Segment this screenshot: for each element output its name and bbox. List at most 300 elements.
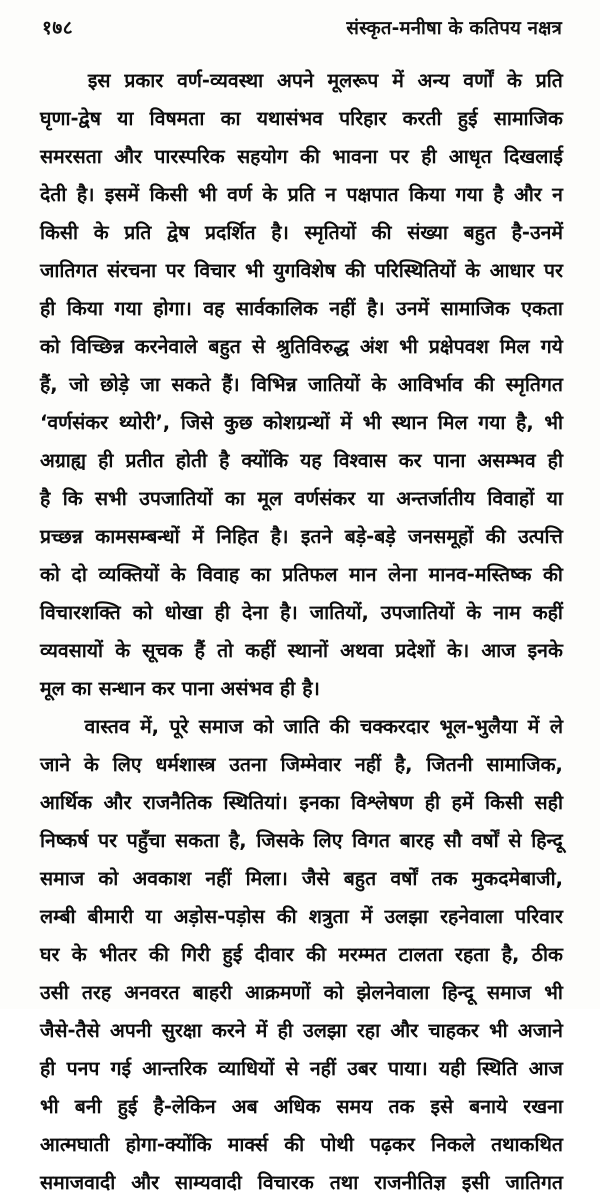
word: करती xyxy=(402,107,442,130)
word: अब xyxy=(231,1095,258,1118)
page-number: १७८ xyxy=(42,17,74,39)
word: के xyxy=(93,221,109,244)
word: या xyxy=(145,905,162,928)
word: अन्य xyxy=(417,69,450,92)
word: विचार xyxy=(194,259,236,282)
word: निष्कर्ष xyxy=(40,829,89,852)
word: पर xyxy=(98,829,118,852)
word: विषमता xyxy=(149,107,205,130)
word: अड़ोस-पड़ोस xyxy=(173,905,265,928)
word: नहीं xyxy=(205,867,232,890)
word: सन्धान xyxy=(98,677,145,700)
word: जा xyxy=(140,373,160,396)
word: किसी xyxy=(40,221,79,244)
word: किसी xyxy=(149,183,188,206)
word: बहुत xyxy=(343,867,377,890)
word: वह xyxy=(203,297,225,320)
word: भावना xyxy=(332,145,378,168)
word: विचारक xyxy=(257,1171,314,1194)
word: ही xyxy=(40,1057,56,1080)
word: विभिन्न xyxy=(251,373,297,396)
word: उसी xyxy=(40,981,69,1004)
word: कर xyxy=(398,449,422,472)
word: के xyxy=(170,563,186,586)
word: सभी xyxy=(95,487,127,510)
text-line xyxy=(40,1164,563,1202)
word: गया xyxy=(478,411,506,434)
word: जिसे xyxy=(180,411,214,434)
text-line xyxy=(40,1126,563,1164)
word: इनके xyxy=(527,639,563,662)
word: बनी xyxy=(74,1095,102,1118)
word: परिस्थितियों xyxy=(374,259,456,282)
word: तथा xyxy=(329,1171,359,1194)
word: सामाजिक, xyxy=(486,753,563,776)
word: और xyxy=(513,183,542,206)
word: के xyxy=(115,639,131,662)
word: ही xyxy=(547,449,563,472)
text-line xyxy=(40,746,563,784)
word: जिम्मेवार xyxy=(280,753,342,776)
word: उपजातियों xyxy=(380,601,455,624)
word: होती xyxy=(175,449,208,472)
word: हिन्दू xyxy=(442,981,474,1004)
text-line xyxy=(40,176,563,214)
word: मिल xyxy=(437,411,468,434)
word: की xyxy=(148,943,169,966)
word: आधृत xyxy=(448,145,492,168)
word: पक्षपात xyxy=(346,183,399,206)
word: अधिक xyxy=(273,1095,321,1118)
word: प्रदेशों xyxy=(395,639,435,662)
text-line xyxy=(40,670,563,708)
word: धर्मशास्त्र xyxy=(155,753,216,776)
word: संरचना xyxy=(107,259,157,282)
word: में xyxy=(340,411,352,434)
word: रहता xyxy=(455,943,490,966)
word: कि xyxy=(62,487,83,510)
word: की xyxy=(276,905,297,928)
word: उलझा xyxy=(303,1019,347,1042)
word: साम्यवादी xyxy=(175,1171,242,1194)
word: भी xyxy=(362,411,382,434)
word: है। xyxy=(366,297,385,320)
word: सुरक्षा xyxy=(161,1019,202,1042)
text-line xyxy=(40,936,563,974)
word: विवाह xyxy=(197,563,240,586)
word: सार्वकालिक xyxy=(235,297,318,320)
text-line xyxy=(40,252,563,290)
word: में xyxy=(192,525,204,548)
text-line xyxy=(40,1088,563,1126)
word: सकता xyxy=(175,829,220,852)
word: इस xyxy=(87,69,111,92)
word: ही xyxy=(98,449,114,472)
word: आविर्भाव xyxy=(397,373,463,396)
word: जनसमूहों xyxy=(408,525,474,548)
word: अवकाश xyxy=(132,867,192,890)
word: को xyxy=(323,981,344,1004)
word: नाम xyxy=(493,601,521,624)
word: इसमें xyxy=(104,183,140,206)
word: की xyxy=(284,1133,305,1156)
word: बहुत xyxy=(463,221,496,244)
word: ही xyxy=(40,297,56,320)
word: के xyxy=(71,943,87,966)
word: के। xyxy=(446,639,470,662)
word: सहयोग xyxy=(237,145,288,168)
word: हैं। xyxy=(222,373,240,396)
word: वर्ण xyxy=(227,183,252,206)
word: गया xyxy=(114,297,142,320)
word: अपने xyxy=(277,69,314,92)
word: पारस्परिक xyxy=(154,145,225,168)
word: स्थानों xyxy=(287,639,328,662)
word: दीवार xyxy=(254,943,294,966)
word: को xyxy=(40,335,60,358)
text-line xyxy=(40,860,563,898)
word: दो xyxy=(71,563,87,586)
word: कामसम्बन्धों xyxy=(95,525,180,548)
word: से xyxy=(285,1057,299,1080)
word: हैं, xyxy=(40,373,58,396)
word: पाना xyxy=(433,449,466,472)
word: वर्णसंकर xyxy=(294,487,356,510)
word: सामाजिक xyxy=(493,107,563,130)
word: और xyxy=(103,791,132,814)
paragraph xyxy=(40,708,563,1202)
word: का xyxy=(71,677,92,700)
text-line xyxy=(40,366,563,404)
word: है, xyxy=(516,411,534,434)
word: श्रुतिविरुद्ध xyxy=(276,335,349,358)
word: समय xyxy=(336,1095,373,1118)
word: जातियों, xyxy=(309,601,369,624)
word: धोखा xyxy=(164,601,203,624)
word: यथासंभव xyxy=(256,107,323,130)
word: में, xyxy=(140,715,160,738)
word: जितनी xyxy=(426,753,473,776)
word: घृणा-द्वेष xyxy=(40,107,101,130)
word: गई xyxy=(110,1057,132,1080)
word: सूचक xyxy=(142,639,183,662)
word: है xyxy=(40,487,51,510)
word: स्थितियां। xyxy=(223,791,288,814)
word: असम्भव xyxy=(477,449,536,472)
word: की xyxy=(474,373,495,396)
word: के xyxy=(465,259,481,282)
word: की xyxy=(371,221,392,244)
word: होगा-क्योंकि xyxy=(125,1133,212,1156)
word: समाज xyxy=(40,867,85,890)
word: कुछ xyxy=(223,411,253,434)
word: वास्तव xyxy=(84,715,130,738)
word: अजाने xyxy=(517,1019,563,1042)
word: को xyxy=(253,715,274,738)
word: कर xyxy=(151,677,175,700)
word: लेना xyxy=(388,563,418,586)
word: जिसके xyxy=(256,829,304,852)
word: मिला। xyxy=(245,867,288,890)
text-line xyxy=(40,1012,563,1050)
word: प्रति xyxy=(287,183,315,206)
word: तथाकथित xyxy=(491,1133,563,1156)
word: सौ xyxy=(443,829,462,852)
word: जैसे xyxy=(302,867,330,890)
word: कहीं xyxy=(245,639,276,662)
text-line xyxy=(40,480,563,518)
word: उनमें xyxy=(396,297,430,320)
word: को xyxy=(98,867,119,890)
word: समाज xyxy=(487,981,532,1004)
word: अंश xyxy=(359,335,388,358)
word: द्वेष xyxy=(166,221,190,244)
word: हमें xyxy=(451,791,474,814)
word: स्मृतिगत xyxy=(505,373,563,396)
word: कहीं xyxy=(532,601,563,624)
word: आक्रमणों xyxy=(245,981,311,1004)
word: में xyxy=(527,715,540,738)
word: होगा। xyxy=(153,297,192,320)
word: के xyxy=(262,183,278,206)
word: विश्लेषण xyxy=(351,791,414,814)
word: समरसता xyxy=(40,145,102,168)
word: संख्या xyxy=(407,221,448,244)
word: गये xyxy=(540,335,563,358)
word: के xyxy=(466,601,482,624)
word: पाया। xyxy=(388,1057,428,1080)
word: टालता xyxy=(398,943,443,966)
word: पढ़कर xyxy=(370,1133,415,1156)
text-line xyxy=(40,404,563,442)
word: की xyxy=(345,259,366,282)
word: या xyxy=(117,107,134,130)
word: मानव-मस्तिष्क xyxy=(428,563,532,586)
word: हुई xyxy=(117,1095,138,1118)
word: परिवार xyxy=(515,905,563,928)
word: बीमारी xyxy=(87,905,134,928)
word: पर xyxy=(389,145,409,168)
word: एकता xyxy=(521,297,563,320)
word: बनाये xyxy=(469,1095,508,1118)
word: अग्राह्य xyxy=(40,449,87,472)
word: पहुँचा xyxy=(126,829,166,852)
word: दिखलाई xyxy=(504,145,563,168)
word: आन्तरिक xyxy=(142,1057,207,1080)
word: ही xyxy=(421,145,437,168)
word: ही xyxy=(214,601,230,624)
word: है। xyxy=(302,677,320,700)
word: क्योंकि xyxy=(241,449,289,472)
word: नहीं xyxy=(354,753,382,776)
word: यही xyxy=(439,1057,466,1080)
word: इतने xyxy=(300,525,333,548)
word: से xyxy=(508,829,522,852)
word: सही xyxy=(534,791,563,814)
word: ले xyxy=(549,715,563,738)
word: मुकदमेबाजी, xyxy=(471,867,563,890)
word: देती xyxy=(40,183,67,206)
word: जाति xyxy=(283,715,320,738)
word: तो xyxy=(217,639,234,662)
word: यह xyxy=(300,449,322,472)
word: जाने xyxy=(40,753,71,776)
word: बहुत xyxy=(208,335,241,358)
word: की xyxy=(306,943,326,966)
word: प्रच्छन्न xyxy=(40,525,83,548)
word: तक xyxy=(388,1095,415,1118)
word: मूल xyxy=(257,487,283,510)
word: पूरे xyxy=(169,715,189,738)
word: का xyxy=(225,487,245,510)
word: करनेवाले xyxy=(134,335,198,358)
text-line xyxy=(40,556,563,594)
word: विश्वास xyxy=(333,449,387,472)
word: है xyxy=(219,449,230,472)
word: है, xyxy=(501,943,520,966)
text-line xyxy=(40,898,563,936)
word: समाजवादी xyxy=(40,1171,116,1194)
word: किया xyxy=(66,297,104,320)
word: भी xyxy=(245,259,264,282)
word: भी xyxy=(40,1095,59,1118)
word: प्रतिफल xyxy=(282,563,338,586)
word: के xyxy=(506,69,522,92)
word: चक्करदार xyxy=(360,715,430,738)
word: स्थान xyxy=(391,411,428,434)
word: अथवा xyxy=(340,639,384,662)
word: व्यक्तियों xyxy=(98,563,160,586)
text-line xyxy=(40,290,563,328)
word: भी xyxy=(489,1019,508,1042)
word: इनका xyxy=(299,791,340,814)
word: विच्छिन्न xyxy=(71,335,124,358)
word: भी xyxy=(198,183,217,206)
word: पनप xyxy=(66,1057,100,1080)
word: पाना xyxy=(181,677,214,700)
running-head xyxy=(42,14,562,46)
word: की xyxy=(329,715,350,738)
word: झेलनेवाला xyxy=(356,981,430,1004)
word: मूल xyxy=(40,677,65,700)
word: पर xyxy=(544,259,563,282)
word: निकले xyxy=(431,1133,475,1156)
word: का xyxy=(220,107,241,130)
word: उतना xyxy=(229,753,267,776)
word: इसी xyxy=(461,1171,490,1194)
word: में xyxy=(255,1019,268,1042)
word: भूल-भुलैया xyxy=(439,715,518,738)
word: रखना xyxy=(523,1095,563,1118)
word: रहा xyxy=(356,1019,381,1042)
word: नहीं xyxy=(329,297,356,320)
word: अपनी xyxy=(109,1019,152,1042)
word: परिहार xyxy=(339,107,387,130)
word: ही xyxy=(424,791,441,814)
word: प्रक्षेपवश xyxy=(428,335,489,358)
word: की xyxy=(543,563,563,586)
word: या xyxy=(546,487,563,510)
word: हैं xyxy=(194,639,205,662)
word: से xyxy=(251,335,266,358)
text-line xyxy=(40,1050,563,1088)
word: लिए xyxy=(112,753,142,776)
word: थ्योरी’, xyxy=(118,411,171,434)
word: घर xyxy=(40,943,60,966)
word: बाहरी xyxy=(192,981,233,1004)
word: मिल xyxy=(499,335,530,358)
word: असंभव xyxy=(220,677,273,700)
word: आत्मघाती xyxy=(40,1133,110,1156)
word: ‘वर्णसंकर xyxy=(40,411,109,434)
word: है xyxy=(493,183,504,206)
word: जातिगत xyxy=(505,1171,563,1194)
paragraph xyxy=(40,62,563,708)
text-line xyxy=(40,632,563,670)
word: और xyxy=(390,1019,419,1042)
word: ठीक xyxy=(531,943,563,966)
word: पोथी xyxy=(320,1133,354,1156)
word: प्रकार xyxy=(124,69,164,92)
word: आर्थिक xyxy=(40,791,93,814)
text-line xyxy=(40,214,563,252)
word: का xyxy=(250,563,271,586)
word: करने xyxy=(211,1019,246,1042)
word: निहित xyxy=(216,525,259,548)
word: या xyxy=(367,487,384,510)
word: हुई xyxy=(222,943,243,966)
word: सकते xyxy=(171,373,211,396)
word: राजनैतिक xyxy=(142,791,213,814)
word: अन्तर्जातीय xyxy=(396,487,475,510)
word: न xyxy=(325,183,337,206)
text-line xyxy=(40,784,563,822)
text-line xyxy=(40,328,563,366)
running-title: संस्कृत-मनीषा के कतिपय नक्षत्र xyxy=(346,18,562,39)
word: वर्षों xyxy=(471,829,499,852)
word: युगविशेष xyxy=(273,259,336,282)
word: रहनेवाला xyxy=(440,905,504,928)
word: शत्रुता xyxy=(308,905,349,928)
word: सामाजिक xyxy=(440,297,510,320)
text-line xyxy=(40,594,563,632)
word: चाहकर xyxy=(428,1019,479,1042)
word: प्रदर्शित xyxy=(204,221,256,244)
word: प्रति xyxy=(535,69,563,92)
word: उपजातियों xyxy=(139,487,213,510)
word: तक xyxy=(431,867,458,890)
word: में xyxy=(360,905,373,928)
word: मार्क्स xyxy=(227,1133,268,1156)
word: लिए xyxy=(313,829,343,852)
word: वर्षों xyxy=(390,867,418,890)
word: भी xyxy=(399,335,418,358)
word: पर xyxy=(165,259,185,282)
word: और xyxy=(131,1171,160,1194)
word: इसे xyxy=(430,1095,454,1118)
word: जातिगत xyxy=(40,259,98,282)
word: बारह xyxy=(399,829,435,852)
word: मरम्मत xyxy=(338,943,387,966)
word: विवाहों xyxy=(487,487,535,510)
word: गिरी xyxy=(181,943,211,966)
word: आज xyxy=(528,1057,563,1080)
word: ही xyxy=(279,677,296,700)
word: प्रति xyxy=(124,221,152,244)
word: देना xyxy=(241,601,269,624)
word: हुई xyxy=(457,107,478,130)
word: है। xyxy=(271,221,289,244)
